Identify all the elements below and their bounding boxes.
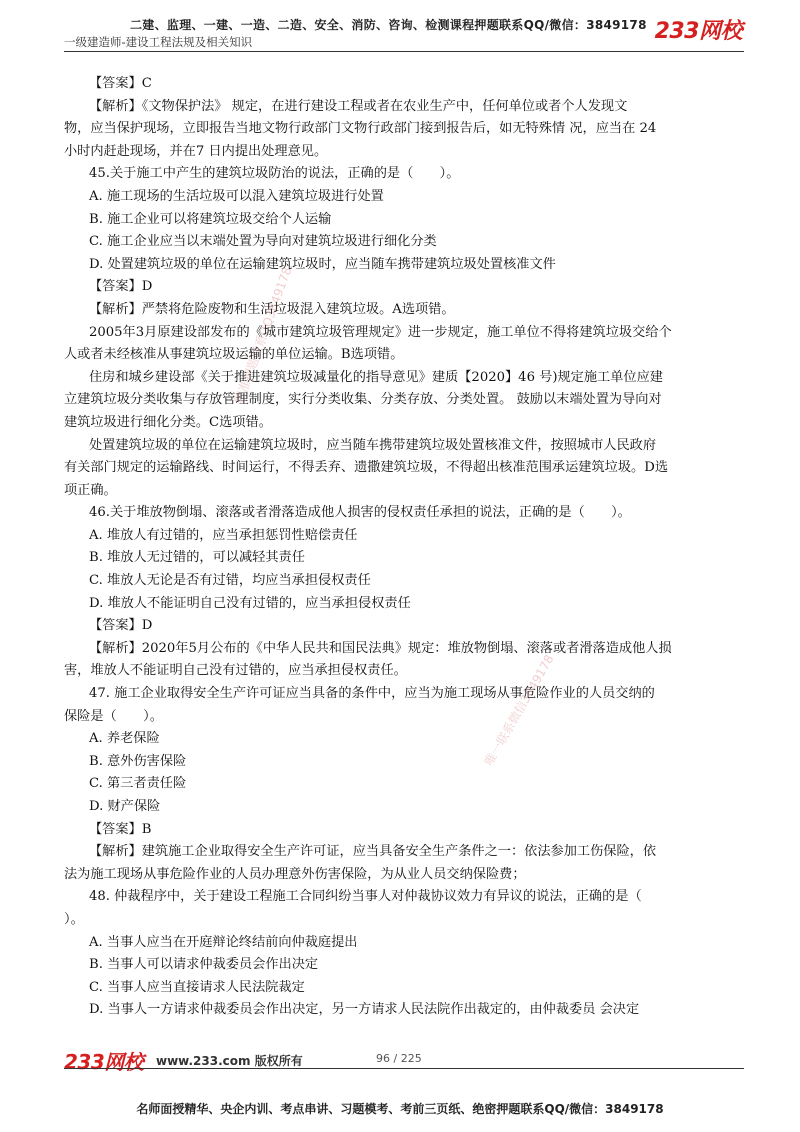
text-line: 小时内赶赴现场，并在7 日内提出处理意见。 [64,143,328,159]
text-line: 【答案】C [89,76,152,91]
watermark: 精准押题联系QQ3849178 [231,265,295,406]
document-body [64,73,744,1022]
watermark: 唯一联系微信3849178 [481,652,557,768]
text-line: C. 堆放人无论是否有过错，均应当承担侵权责任 [89,573,371,589]
text-line: 人或者未经核准从事建筑垃圾运输的单位运输。B选项错。 [64,347,404,363]
text-line: B. 意外伤害保险 [89,753,187,769]
text-line: 48. 仲裁程序中，关于建设工程施工合同纠纷当事人对仲裁协议效力有异议的说法，正确的是（ [89,889,642,905]
text-line: 【答案】D [89,618,153,634]
text-line: C. 第三者责任险 [89,776,187,792]
text-line: C. 当事人应当直接请求人民法院裁定 [89,979,305,995]
text-line: 保险是（ ）。 [64,708,163,724]
text-line: B. 施工企业可以将建筑垃圾交给个人运输 [89,211,332,227]
text-line: D. 堆放人不能证明自己没有过错的，应当承担侵权责任 [89,595,411,611]
text-line: D. 处置建筑垃圾的单位在运输建筑垃圾时，应当随车携带建筑垃圾处置核准文件 [89,256,556,272]
text-line: 有关部门规定的运输路线、时间运行，不得丢弃、遗撒建筑垃圾，不得超出核准范围承运建筑垃圾。D选 [64,460,669,476]
text-line: 住房和城乡建设部《关于推进建筑垃圾减量化的指导意见》建质【2020】46 号)规定施工单位应建 [89,369,663,385]
text-line: 【答案】D [89,279,153,295]
text-line: A. 当事人应当在开庭辩论终结前向仲裁庭提出 [89,934,358,950]
text-line: C. 施工企业应当以末端处置为导向对建筑垃圾进行细化分类 [89,234,437,250]
text-line: 立建筑垃圾分类收集与存放管理制度，实行分类收集、分类存放、分类处置。 鼓励以末端处置为导向对 [64,392,662,408]
text-line: A. 堆放人有过错的，应当承担惩罚性赔偿责任 [89,527,358,543]
text-line: 项正确。 [64,482,117,498]
page-header [0,0,800,56]
header-contact-line: 二建、监理、一建、一造、二造、安全、消防、咨询、检测课程押题联系QQ/微信：3849178 [130,18,647,32]
footer-contact-line: 名师面授精华、央企内训、考点串讲、习题模考、考前三页纸、绝密押题联系QQ/微信：3849178 [136,1102,664,1116]
text-line: 害，堆放人不能证明自己没有过错的，应当承担侵权责任。 [64,663,407,679]
text-line: 处置建筑垃圾的单位在运输建筑垃圾时，应当随车携带建筑垃圾处置核准文件，按照城市人民政府 [89,437,657,453]
footer-logo: 233网校 [64,1050,144,1074]
text-line: 【解析】建筑施工企业取得安全生产许可证，应当具备安全生产条件之一：依法参加工伤保险，依 [89,844,657,860]
header-divider [64,51,744,52]
text-line: 【解析】2020年5月公布的《中华人民共和国民法典》规定：堆放物倒塌、滚落或者滑落造成他人损 [89,640,672,656]
text-line: 法为施工现场从事危险作业的人员办理意外伤害保险，为从业人员交纳保险费； [64,866,526,882]
text-line: D. 当事人一方请求仲裁委员会作出决定，另一方请求人民法院作出裁定的，由仲裁委员 会决定 [89,1002,640,1018]
text-line: 2005年3月原建设部发布的《城市建筑垃圾管理规定》进一步规定，施工单位不得将建筑垃圾交给个 [89,324,672,340]
text-line: D. 财产保险 [89,799,161,814]
text-line: B. 当事人可以请求仲裁委员会作出决定 [89,957,319,973]
text-line: 45.关于施工中产生的建筑垃圾防治的说法，正确的是（ ）。 [89,166,460,182]
text-line: 【解析】严禁将危险废物和生活垃圾混入建筑垃圾。A选项错。 [89,301,455,317]
text-line: ）。 [64,911,84,927]
text-line: B. 堆放人无过错的，可以减轻其责任 [89,550,305,566]
footer-divider [64,1068,744,1069]
footer-copyright: www.233.com 版权所有 [156,1054,303,1068]
text-line: A. 施工现场的生活垃圾可以混入建筑垃圾进行处置 [89,188,384,204]
text-line: A. 养老保险 [89,731,160,747]
text-line: 47. 施工企业取得安全生产许可证应当具备的条件中，应当为施工现场从事危险作业的人员交纳的 [89,686,655,702]
header-logo: 233网校 [654,19,742,44]
header-subtitle: 一级建造师-建设工程法规及相关知识 [64,35,253,49]
page-number: 96 / 225 [376,1052,422,1065]
text-line: 建筑垃圾进行细化分类。C选项错。 [64,414,272,430]
text-line: 物，应当保护现场，立即报告当地文物行政部门文物行政部门接到报告后，如无特殊情 况，应当在 24 [64,121,657,137]
text-line: 【解析】《文物保护法》 规定，在进行建设工程或者在农业生产中，任何单位或者个人发现文 [89,98,628,114]
text-line: 46.关于堆放物倒塌、滚落或者滑落造成他人损害的侵权责任承担的说法，正确的是（ ）。 [89,505,631,521]
text-line: 【答案】B [89,821,152,837]
